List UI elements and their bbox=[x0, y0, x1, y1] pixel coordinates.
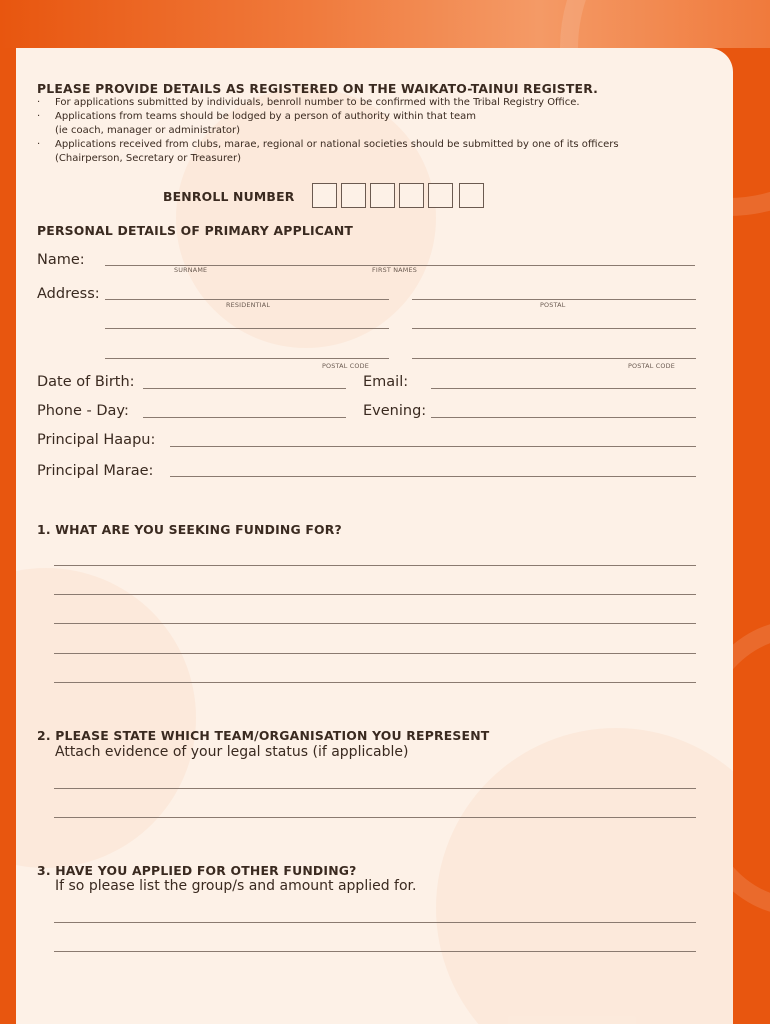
q1-answer-line[interactable] bbox=[54, 594, 696, 595]
residential-caption: RESIDENTIAL bbox=[226, 301, 271, 309]
benroll-digit-box[interactable] bbox=[428, 183, 453, 208]
personal-details-heading: PERSONAL DETAILS OF PRIMARY APPLICANT bbox=[37, 223, 354, 238]
postal-caption: POSTAL bbox=[540, 301, 566, 309]
q2-heading: 2. PLEASE STATE WHICH TEAM/ORGANISATION YOU REPRESENT bbox=[37, 728, 490, 743]
bullet-individuals: · For applications submitted by individuals, benroll number to be confirmed with the Tribal Registry Office. bbox=[55, 97, 580, 108]
panel-decoration bbox=[436, 728, 733, 1024]
marae-label: Principal Marae: bbox=[37, 463, 154, 479]
benroll-label: BENROLL NUMBER bbox=[163, 189, 295, 204]
phone-day-field[interactable] bbox=[143, 417, 346, 418]
q1-answer-line[interactable] bbox=[54, 565, 696, 566]
bullet-clubs-cont: (Chairperson, Secretary or Treasurer) bbox=[55, 153, 241, 164]
q1-answer-line[interactable] bbox=[54, 682, 696, 683]
bullet-clubs: · Applications received from clubs, marae, regional or national societies should be submitted by one of its officers bbox=[55, 139, 619, 150]
benroll-digit-box[interactable] bbox=[341, 183, 366, 208]
q1-answer-line[interactable] bbox=[54, 623, 696, 624]
postal-address-line-3[interactable] bbox=[412, 358, 696, 359]
benroll-digit-box[interactable] bbox=[370, 183, 395, 208]
postal-postal-code-caption: POSTAL CODE bbox=[628, 362, 675, 370]
residential-address-line-3[interactable] bbox=[105, 358, 389, 359]
register-heading: PLEASE PROVIDE DETAILS AS REGISTERED ON THE WAIKATO-TAINUI REGISTER. bbox=[37, 81, 599, 96]
surname-caption: SURNAME bbox=[174, 266, 208, 274]
q2-answer-line[interactable] bbox=[54, 788, 696, 789]
bullet-teams-cont: (ie coach, manager or administrator) bbox=[55, 125, 241, 136]
evening-label: Evening: bbox=[363, 403, 427, 419]
residential-address-line-1[interactable] bbox=[105, 299, 389, 300]
q1-heading: 1. WHAT ARE YOU SEEKING FUNDING FOR? bbox=[37, 522, 342, 537]
q3-answer-line[interactable] bbox=[54, 922, 696, 923]
name-label: Name: bbox=[37, 252, 85, 268]
q3-answer-line[interactable] bbox=[54, 951, 696, 952]
postal-address-line-1[interactable] bbox=[412, 299, 696, 300]
q2-subtitle: Attach evidence of your legal status (if applicable) bbox=[55, 744, 409, 760]
benroll-digit-box[interactable] bbox=[399, 183, 424, 208]
residential-postal-code-caption: POSTAL CODE bbox=[322, 362, 369, 370]
haapu-field[interactable] bbox=[170, 446, 696, 447]
benroll-digit-box[interactable] bbox=[312, 183, 337, 208]
haapu-label: Principal Haapu: bbox=[37, 432, 156, 448]
q2-answer-line[interactable] bbox=[54, 817, 696, 818]
q3-subtitle: If so please list the group/s and amount applied for. bbox=[55, 878, 417, 894]
email-field[interactable] bbox=[431, 388, 696, 389]
q3-heading: 3. HAVE YOU APPLIED FOR OTHER FUNDING? bbox=[37, 863, 357, 878]
bullet-teams: · Applications from teams should be lodged by a person of authority within that team bbox=[55, 111, 476, 122]
phone-day-label: Phone - Day: bbox=[37, 403, 129, 419]
dob-label: Date of Birth: bbox=[37, 374, 135, 390]
email-label: Email: bbox=[363, 374, 409, 390]
marae-field[interactable] bbox=[170, 476, 696, 477]
dob-field[interactable] bbox=[143, 388, 346, 389]
residential-address-line-2[interactable] bbox=[105, 328, 389, 329]
q1-answer-line[interactable] bbox=[54, 653, 696, 654]
postal-address-line-2[interactable] bbox=[412, 328, 696, 329]
address-label: Address: bbox=[37, 286, 100, 302]
first-names-caption: FIRST NAMES bbox=[372, 266, 417, 274]
panel-decoration bbox=[16, 568, 196, 868]
benroll-digit-box[interactable] bbox=[459, 183, 484, 208]
evening-phone-field[interactable] bbox=[431, 417, 696, 418]
